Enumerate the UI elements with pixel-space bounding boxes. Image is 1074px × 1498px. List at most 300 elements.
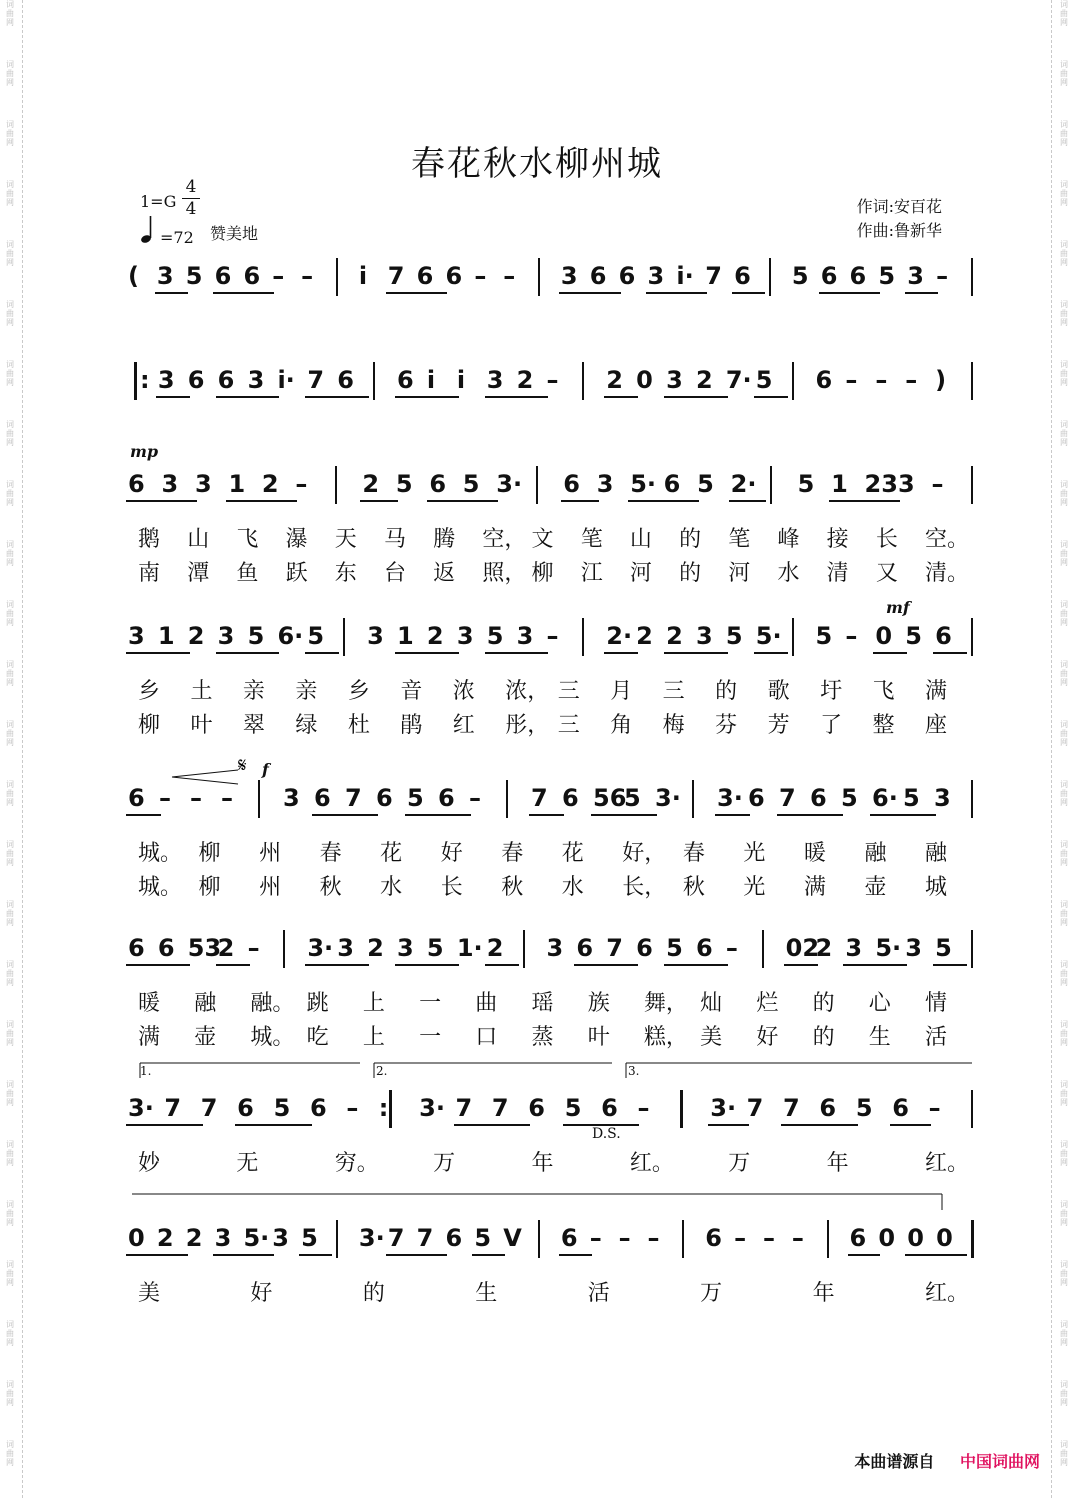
note: – xyxy=(221,784,233,812)
lyric-syllable: 满 xyxy=(925,679,948,704)
note: 3· xyxy=(419,1094,445,1122)
lyric-syllable: 空。 xyxy=(925,527,970,552)
lyric-syllable: 水 xyxy=(561,875,584,900)
note: 5· xyxy=(630,470,657,498)
note: 3 xyxy=(486,366,504,394)
dynamic-mf: mf xyxy=(886,598,910,617)
lyric-syllable: 又 xyxy=(875,561,898,586)
note: 3· xyxy=(710,1094,737,1122)
note: – xyxy=(725,934,738,962)
lyric-syllable: 峰 xyxy=(777,527,800,552)
lyric-syllable: 音 xyxy=(400,679,423,704)
lyric-syllable: 融 xyxy=(925,841,948,866)
note: – xyxy=(647,1224,660,1252)
lyric-syllable: 秋 xyxy=(682,875,705,900)
note: 53 xyxy=(187,934,222,962)
note: – xyxy=(905,366,918,394)
lyric-syllable: 烂 xyxy=(756,991,779,1016)
note: 5 xyxy=(624,784,641,812)
lyric-syllable: 糕， xyxy=(643,1025,688,1050)
watermark-text: 词 曲 网 xyxy=(6,480,14,507)
lyric-syllable: 梅 xyxy=(662,713,685,738)
key-signature: 1=G xyxy=(140,192,177,211)
note: 2· xyxy=(730,470,757,498)
lyric-syllable: 花 xyxy=(380,841,403,866)
watermark-text: 词 曲 网 xyxy=(6,1260,14,1287)
time-signature: 4 4 xyxy=(182,178,200,219)
note: 6 xyxy=(576,934,594,962)
note: 3 xyxy=(516,622,534,650)
watermark-text: 词 曲 网 xyxy=(1060,1440,1068,1467)
note: 3 xyxy=(695,622,713,650)
lyric-syllable: 乡 xyxy=(347,679,370,704)
lyric-syllable: 笔 xyxy=(728,527,751,552)
lyric-syllable: 年 xyxy=(812,1281,835,1306)
watermark-text: 词 曲 网 xyxy=(1060,360,1068,387)
lyric-syllable: 万 xyxy=(433,1151,456,1176)
lyric-syllable: 吃 xyxy=(306,1025,329,1050)
note: 7 xyxy=(345,784,362,812)
note: 6 xyxy=(187,366,205,394)
note: 5 xyxy=(855,1094,873,1122)
watermark-text: 词 曲 网 xyxy=(1060,300,1068,327)
watermark-text: 词 曲 网 xyxy=(6,300,14,327)
note: 6 xyxy=(237,1094,254,1122)
note: 3 xyxy=(247,366,265,394)
watermark-text: 词 曲 网 xyxy=(6,120,14,147)
lyric-syllable: 叶 xyxy=(587,1025,610,1050)
watermark-text: 词 曲 网 xyxy=(6,420,14,447)
note: 2 xyxy=(426,622,444,650)
note: 7 xyxy=(746,1094,764,1122)
lyric-syllable: 暖 xyxy=(803,841,826,866)
note: 6 xyxy=(438,784,455,812)
note: ) xyxy=(935,366,947,394)
lyric-syllable: 秋 xyxy=(501,875,524,900)
note: 3 xyxy=(934,784,951,812)
watermark-text: 词 曲 网 xyxy=(1060,1020,1068,1047)
note: 0 xyxy=(875,622,893,650)
lyric-syllable: 鹃 xyxy=(400,713,423,738)
lyric-syllable: 亲 xyxy=(242,679,265,704)
note: 7 xyxy=(387,262,405,290)
lyric-syllable: 红。 xyxy=(629,1151,674,1176)
lyric-syllable: 生 xyxy=(868,1025,891,1050)
note: 5 xyxy=(426,934,444,962)
note: 1· xyxy=(456,934,483,962)
watermark-text: 词 曲 网 xyxy=(1060,0,1068,27)
lyric-syllable: 年 xyxy=(531,1151,554,1176)
watermark-text: 词 曲 网 xyxy=(6,1020,14,1047)
watermark-text: 词 曲 网 xyxy=(6,720,14,747)
note: – xyxy=(791,1224,804,1252)
note: 6 xyxy=(562,784,579,812)
note: 0 xyxy=(128,1224,145,1252)
lyric-syllable: 的 xyxy=(679,561,702,586)
watermark-text: 词 曲 网 xyxy=(6,240,14,267)
note: – xyxy=(503,262,516,290)
note: 2 xyxy=(187,622,205,650)
note: 5 xyxy=(935,934,952,962)
watermark-text: 词 曲 网 xyxy=(6,900,14,927)
note: 3 xyxy=(596,470,614,498)
note: 3 xyxy=(157,366,175,394)
note: 6 xyxy=(157,934,175,962)
lyric-syllable: 城 xyxy=(925,875,948,900)
note: 6 xyxy=(815,366,833,394)
note: 5 xyxy=(462,470,480,498)
lyric-syllable: 乡 xyxy=(138,679,161,704)
note: – xyxy=(734,1224,747,1252)
note: 6 xyxy=(748,784,765,812)
note: 2 xyxy=(217,934,235,962)
lyric-syllable: 口 xyxy=(475,1025,498,1050)
lyric-syllable: 美 xyxy=(700,1025,723,1050)
watermark-text: 词 曲 网 xyxy=(1060,780,1068,807)
note: 5 xyxy=(247,622,265,650)
note: 56 xyxy=(593,784,627,812)
lyric-syllable: 翠 xyxy=(242,713,265,738)
watermark-text: 词 曲 网 xyxy=(1060,960,1068,987)
note: 6 xyxy=(695,934,713,962)
note: 6 xyxy=(560,1224,578,1252)
watermark-text: 词 曲 网 xyxy=(1060,180,1068,207)
watermark-text: 词 曲 网 xyxy=(1060,600,1068,627)
note: 6 xyxy=(820,262,838,290)
note: 3 xyxy=(666,366,683,394)
note: 6 xyxy=(214,262,232,290)
lyric-syllable: 土 xyxy=(190,679,213,704)
note: 3· xyxy=(496,470,523,498)
note: 3· xyxy=(358,1224,385,1252)
lyric-syllable: 的 xyxy=(812,991,835,1016)
note: 6 xyxy=(337,366,354,394)
lyric-syllable: 红。 xyxy=(925,1281,970,1306)
note: 0 xyxy=(878,1224,896,1252)
note: 6 xyxy=(309,1094,327,1122)
note: 3 xyxy=(128,622,145,650)
lyric-syllable: 城。 xyxy=(250,1025,295,1050)
lyric-syllable: 一 xyxy=(419,991,442,1016)
note: 5 xyxy=(486,622,504,650)
lyric-syllable: 的 xyxy=(812,1025,835,1050)
note: – xyxy=(875,366,888,394)
lyric-syllable: 红 xyxy=(452,713,475,738)
note: 7 xyxy=(491,1094,509,1122)
note: 7 xyxy=(606,934,623,962)
note: 6 xyxy=(819,1094,837,1122)
watermark-text: 词 曲 网 xyxy=(6,1080,14,1107)
lyric-syllable: 壶 xyxy=(864,875,887,900)
note: 1 xyxy=(157,622,175,650)
note: – xyxy=(762,1224,775,1252)
lyric-syllable: 飞 xyxy=(236,527,259,552)
lyric-syllable: 江 xyxy=(580,561,603,586)
lyric-syllable: 瀑 xyxy=(285,527,308,552)
lyric-syllable: 穷。 xyxy=(334,1151,379,1176)
note: 6 xyxy=(892,1094,909,1122)
watermark-text: 词 曲 网 xyxy=(6,1380,14,1407)
lyric-syllable: 歌 xyxy=(767,679,790,704)
note: 3· xyxy=(655,784,681,812)
expression-marking: 赞美地 xyxy=(210,224,259,243)
note: 2 xyxy=(156,1224,174,1252)
lyric-syllable: 情 xyxy=(925,991,948,1016)
note: 5 xyxy=(903,784,920,812)
lyric-syllable: 三 xyxy=(557,679,580,704)
lyric-syllable: 心 xyxy=(868,991,891,1016)
note: – xyxy=(346,1094,359,1122)
note: 6 xyxy=(935,622,952,650)
note: 3 xyxy=(272,1224,289,1252)
watermark-text: 词 曲 网 xyxy=(6,1200,14,1227)
lyric-syllable: 飞 xyxy=(872,679,895,704)
watermark-text: 词 曲 网 xyxy=(1060,900,1068,927)
lyric-syllable: 角 xyxy=(610,713,633,738)
lyric-syllable: 浓， xyxy=(505,679,550,704)
lyric-syllable: 活 xyxy=(925,1025,948,1050)
note: 2 xyxy=(606,366,623,394)
lyric-syllable: 好， xyxy=(622,841,667,866)
note: – xyxy=(469,784,481,812)
note: 6 xyxy=(563,470,580,498)
note: i xyxy=(358,262,368,290)
lyric-syllable: 无 xyxy=(236,1151,259,1176)
note: 3· xyxy=(307,934,334,962)
note: 3 xyxy=(214,1224,232,1252)
lyric-syllable: 杜 xyxy=(347,713,370,738)
note: – xyxy=(845,622,858,650)
note: 0 xyxy=(936,1224,953,1252)
note: 6 xyxy=(314,784,331,812)
lyric-syllable: 鹅 xyxy=(138,527,161,552)
lyric-syllable: 跳 xyxy=(306,991,329,1016)
volta-2: 2. xyxy=(376,1064,388,1078)
lyric-syllable: 壶 xyxy=(194,1025,217,1050)
lyric-syllable: 满 xyxy=(803,875,826,900)
tempo-marking: =72 xyxy=(160,228,194,247)
watermark-text: 词 曲 网 xyxy=(6,1440,14,1467)
lyric-syllable: 亲 xyxy=(295,679,318,704)
note: 3 xyxy=(456,622,474,650)
lyric-syllable: 妙 xyxy=(138,1151,161,1176)
note: 7 xyxy=(416,1224,434,1252)
lyric-syllable: 生 xyxy=(475,1281,498,1306)
note: – xyxy=(159,784,171,812)
volta-3: 3. xyxy=(628,1064,640,1078)
lyric-syllable: 绿 xyxy=(295,713,318,738)
lyric-syllable: 城。 xyxy=(138,841,183,866)
lyric-syllable: 鱼 xyxy=(236,561,259,586)
note: 2 xyxy=(666,622,683,650)
dynamic-mp: mp xyxy=(130,442,159,461)
lyric-syllable: 潭 xyxy=(187,561,210,586)
note: 7 xyxy=(531,784,548,812)
lyricist-credit: 作词:安百花 xyxy=(856,197,942,216)
lyric-syllable: 河 xyxy=(629,561,652,586)
lyric-syllable: 叶 xyxy=(190,713,213,738)
score-line xyxy=(172,777,238,784)
note: 3 xyxy=(905,934,922,962)
note: 2· xyxy=(606,622,633,650)
note: 5· xyxy=(243,1224,270,1252)
lyric-syllable: 圩 xyxy=(820,679,843,704)
note: 3 xyxy=(217,622,235,650)
note: 7 xyxy=(200,1094,218,1122)
note: – xyxy=(295,470,308,498)
note: 5· xyxy=(875,934,902,962)
segno-icon: 𝄋 xyxy=(238,753,247,777)
lyric-syllable: 活 xyxy=(587,1281,610,1306)
lyric-syllable: 三 xyxy=(662,679,685,704)
watermark-text: 词 曲 网 xyxy=(1060,60,1068,87)
note: 5 xyxy=(905,622,922,650)
note: 6 xyxy=(810,784,827,812)
note: 6 xyxy=(528,1094,545,1122)
note: 6· xyxy=(872,784,898,812)
lyric-syllable: 上 xyxy=(362,991,385,1016)
note: i xyxy=(426,366,436,394)
note: 1 xyxy=(831,470,848,498)
note: 5 xyxy=(185,262,203,290)
note: 5 xyxy=(755,366,773,394)
lyric-syllable: 万 xyxy=(700,1281,723,1306)
watermark-text: 词 曲 网 xyxy=(6,960,14,987)
note: 5 xyxy=(307,622,325,650)
watermark-text: 词 曲 网 xyxy=(1060,120,1068,147)
note: 23 xyxy=(864,470,898,498)
lyric-syllable: 融。 xyxy=(250,991,295,1016)
note: 2 xyxy=(362,470,380,498)
note: – xyxy=(546,622,559,650)
source-site-link[interactable]: 中国词曲网 xyxy=(959,1452,1040,1471)
note: 2 xyxy=(367,934,384,962)
lyric-syllable: 腾 xyxy=(433,527,456,552)
note: 5 xyxy=(564,1094,582,1122)
lyric-syllable: 马 xyxy=(383,527,406,552)
watermark-text: 词 曲 网 xyxy=(1060,1140,1068,1167)
watermark-text: 词 曲 网 xyxy=(1060,540,1068,567)
lyric-syllable: 水 xyxy=(380,875,403,900)
lyric-syllable: 的 xyxy=(362,1281,385,1306)
lyric-syllable: 山 xyxy=(629,527,652,552)
lyric-syllable: 文 xyxy=(531,527,554,552)
note: – xyxy=(637,1094,650,1122)
lyric-syllable: 山 xyxy=(187,527,210,552)
note: 6 xyxy=(397,366,414,394)
note: – xyxy=(618,1224,631,1252)
note: ( xyxy=(128,262,139,290)
lyric-syllable: 光 xyxy=(743,875,766,900)
note: 6 xyxy=(376,784,393,812)
lyric-syllable: 满 xyxy=(138,1025,161,1050)
lyric-syllable: 南 xyxy=(138,561,161,586)
watermark-text: 词 曲 网 xyxy=(1060,720,1068,747)
lyric-syllable: 空， xyxy=(482,527,527,552)
note: 0 xyxy=(907,1224,924,1252)
note: 7 xyxy=(387,1224,405,1252)
note: 3 xyxy=(647,262,665,290)
note: 7 xyxy=(779,784,796,812)
note: 3 xyxy=(337,934,354,962)
note: – xyxy=(247,934,260,962)
lyric-syllable: 柳 xyxy=(138,713,161,738)
repeat-sign: : xyxy=(140,366,150,394)
lyric-syllable: 接 xyxy=(826,527,849,552)
note: 3 xyxy=(898,470,915,498)
lyric-syllable: 舞， xyxy=(643,991,688,1016)
note: 6 xyxy=(734,262,751,290)
note: 6 xyxy=(618,262,636,290)
repeat-sign: : xyxy=(378,1094,389,1122)
note: 5 xyxy=(815,622,833,650)
watermark-text: 词 曲 网 xyxy=(6,1140,14,1167)
lyric-syllable: 座 xyxy=(925,713,948,738)
lyric-syllable: 台 xyxy=(383,561,406,586)
note: 2 xyxy=(815,934,833,962)
note: 6 xyxy=(217,366,235,394)
note: 3 xyxy=(397,934,414,962)
lyric-syllable: 好 xyxy=(440,841,463,866)
lyric-syllable: 美 xyxy=(138,1281,161,1306)
note: 5· xyxy=(755,622,782,650)
ds-marking: D.S. xyxy=(592,1126,621,1142)
note: 3 xyxy=(156,262,174,290)
lyric-syllable: 灿 xyxy=(700,991,723,1016)
note: 5 xyxy=(395,470,413,498)
lyric-syllable: 暖 xyxy=(138,991,161,1016)
watermark-text: 词 曲 网 xyxy=(1060,480,1068,507)
lyric-syllable: 东 xyxy=(334,561,357,586)
note: 7 xyxy=(307,366,325,394)
lyric-syllable: 柳 xyxy=(531,561,554,586)
lyric-syllable: 好 xyxy=(250,1281,273,1306)
lyric-syllable: 整 xyxy=(872,713,895,738)
lyric-syllable: 曲 xyxy=(475,991,498,1016)
watermark-text: 词 曲 网 xyxy=(1060,240,1068,267)
watermark-text: 词 曲 网 xyxy=(6,600,14,627)
dynamic-f: f xyxy=(262,760,269,779)
note: 3 xyxy=(560,262,578,290)
lyric-syllable: 融 xyxy=(194,991,217,1016)
note: 6 xyxy=(416,262,434,290)
note: 3· xyxy=(128,1094,154,1122)
lyric-syllable: 春 xyxy=(319,841,342,866)
note: – xyxy=(589,1224,602,1252)
note: 3 xyxy=(161,470,179,498)
watermark-text: 词 曲 网 xyxy=(1060,1380,1068,1407)
note: 2 xyxy=(185,1224,203,1252)
lyric-syllable: 城。 xyxy=(138,875,183,900)
note: i xyxy=(456,366,466,394)
watermark-text: 词 曲 网 xyxy=(6,660,14,687)
note: 5 xyxy=(878,262,896,290)
note: 2 xyxy=(695,366,713,394)
watermark-text: 词 曲 网 xyxy=(6,0,14,27)
lyric-syllable: 芳 xyxy=(767,713,790,738)
lyric-syllable: 三 xyxy=(557,713,580,738)
note: 6 xyxy=(243,262,261,290)
composer-credit: 作曲:鲁新华 xyxy=(856,221,942,240)
watermark-text: 词 曲 网 xyxy=(1060,420,1068,447)
note: 2 xyxy=(516,366,534,394)
watermark-text: 词 曲 网 xyxy=(1060,1320,1068,1347)
lyric-syllable: 笔 xyxy=(580,527,603,552)
lyric-syllable: 了 xyxy=(820,713,843,738)
lyric-syllable: 清。 xyxy=(925,561,970,586)
lyric-syllable: 清 xyxy=(826,561,849,586)
note: 3 xyxy=(845,934,863,962)
